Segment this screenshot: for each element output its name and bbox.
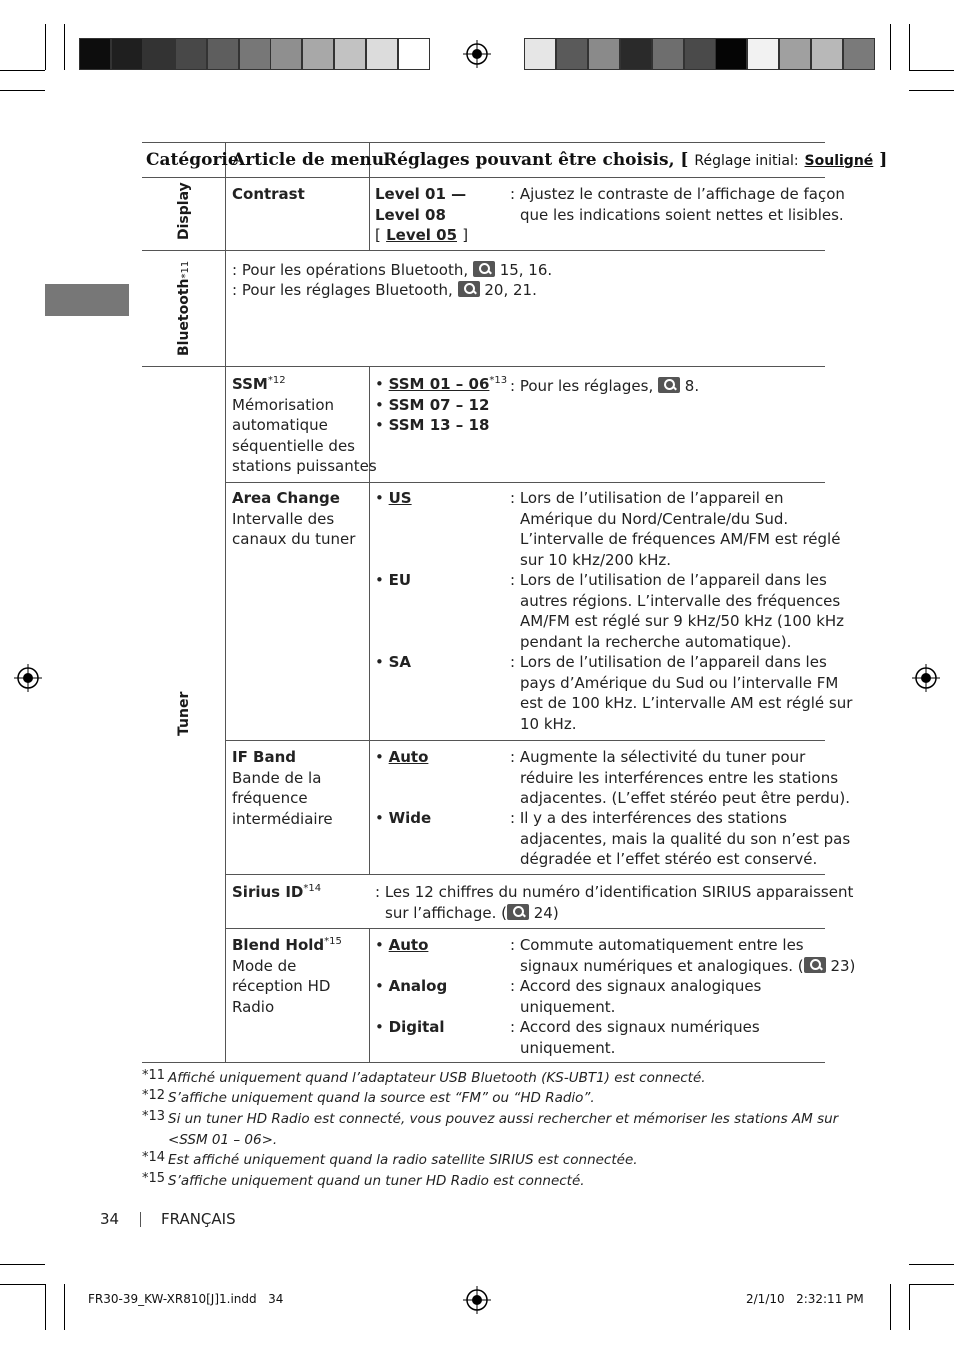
menu-item-ssm: SSM$^{*12}$ Mémorisation automatique séquentielle des stations puissantes	[232, 375, 377, 475]
footer-divider	[140, 1212, 141, 1227]
menu-item-area-change: Area Change Intervalle des canaux du tuner	[232, 489, 356, 548]
color-swatch	[398, 38, 430, 70]
sirius-description: : Les 12 chiffres du numéro d’identification SIRIUS apparaissent sur l’affichage. ( 24)	[375, 883, 854, 922]
digital-description: : Accord des signaux numériques uniquement.	[510, 1018, 760, 1057]
category-bluetooth: Bluetooth*11	[176, 260, 192, 356]
color-swatch	[652, 38, 684, 70]
wide-description: : Il y a des interférences des stations adjacentes, mais la qualité du son n’est pas dégradée et l’effet stéréo est conservé.	[510, 809, 851, 868]
color-swatch	[366, 38, 398, 70]
color-swatch	[747, 38, 779, 70]
color-swatch	[175, 38, 207, 70]
color-swatch	[811, 38, 843, 70]
reference-search-icon	[473, 261, 495, 277]
contrast-description: : Ajustez le contraste de l’affichage de façon que les indications soient nettes et lisibles.	[510, 185, 845, 224]
color-swatch	[143, 38, 175, 70]
sa-description: : Lors de l’utilisation de l’appareil dans les pays d’Amérique du Sud ou l’intervalle FM est de 100 kHz. L’intervalle AM est réglé sur 10 kHz.	[510, 653, 853, 733]
bluetooth-settings-ref: : Pour les réglages Bluetooth, 20, 21.	[232, 281, 537, 299]
footnote-13: Si un tuner HD Radio est connecté, vous pouvez aussi rechercher et mémoriser les stations AM sur	[168, 1111, 839, 1127]
option-analog: • Analog	[375, 977, 448, 995]
category-tuner: Tuner	[176, 691, 192, 736]
language-thumb-tab	[45, 284, 129, 316]
print-timestamp: 2/1/10 2:32:11 PM	[746, 1292, 864, 1306]
us-description: : Lors de l’utilisation de l’appareil en Amérique du Nord/Centrale/du Sud. L’intervalle de fréquences AM/FM est réglé sur 10 kHz/200 kHz.	[510, 489, 841, 569]
footnote-13-cont: <SSM 01 – 06>.	[168, 1132, 278, 1148]
eu-description: : Lors de l’utilisation de l’appareil dans les autres régions. L’intervalle des fréquences AM/FM est réglé sur 9 kHz/50 kHz (100 kHz pendant la recherche automatique).	[510, 571, 845, 651]
color-swatch	[207, 38, 239, 70]
blend-auto-description: : Commute automatiquement entre les signaux numériques et analogiques. ( 23)	[510, 936, 856, 975]
color-swatch	[111, 38, 143, 70]
analog-description: : Accord des signaux analogiques uniquement.	[510, 977, 762, 1016]
menu-item-sirius-id: Sirius ID$^{*14}$	[232, 883, 322, 901]
footnote-11: Affiché uniquement quand l’adaptateur USB Bluetooth (KS-UBT1) est connecté.	[168, 1070, 706, 1086]
color-swatch	[270, 38, 302, 70]
page-number: 34	[100, 1210, 120, 1228]
option-sa: • SA	[375, 653, 412, 671]
reference-search-icon	[658, 377, 680, 393]
color-swatch	[588, 38, 620, 70]
ssm-note: : Pour les réglages, 8.	[510, 377, 700, 395]
registration-mark-right	[912, 664, 940, 692]
menu-item-contrast: Contrast	[232, 185, 305, 203]
option-blend-auto: • Auto	[375, 936, 429, 954]
menu-item-if-band: IF Band Bande de la fréquence intermédiaire	[232, 748, 333, 828]
color-swatch	[334, 38, 366, 70]
language-label: FRANÇAIS	[161, 1210, 236, 1228]
option-eu: • EU	[375, 571, 412, 589]
color-swatch	[524, 38, 556, 70]
color-swatch	[779, 38, 811, 70]
option-level-range: Level 01 — Level 08 [ Level 05 ]	[375, 185, 469, 244]
footnote-15: S’affiche uniquement quand un tuner HD Radio est connecté.	[168, 1173, 585, 1189]
color-swatch	[715, 38, 747, 70]
registration-mark-top	[463, 40, 491, 68]
footnote-14: Est affiché uniquement quand la radio satellite SIRIUS est connectée.	[168, 1152, 638, 1168]
category-display: Display	[176, 182, 192, 240]
footnote-12: S’affiche uniquement quand la source est “FM” ou “HD Radio”.	[168, 1090, 595, 1106]
color-swatch	[302, 38, 334, 70]
option-us: • US	[375, 489, 412, 507]
color-swatch	[620, 38, 652, 70]
auto-description: : Augmente la sélectivité du tuner pour réduire les interférences entre les stations adjacentes. (L’effet stéréo peut être perdu).	[510, 748, 851, 807]
color-swatch	[843, 38, 875, 70]
option-wide: • Wide	[375, 809, 432, 827]
color-swatch	[684, 38, 716, 70]
header-settings: Réglages pouvant être choisis, [ Réglage initial: Souligné ]	[383, 150, 888, 170]
reference-search-icon	[804, 957, 826, 973]
menu-item-blend-hold: Blend Hold$^{*15}$ Mode de réception HD Radio	[232, 936, 342, 1016]
color-swatch	[79, 38, 111, 70]
color-swatch	[556, 38, 588, 70]
indd-file-name: FR30-39_KW-XR810[J]1.indd 34	[88, 1292, 284, 1306]
header-category: Catégorie	[146, 150, 239, 170]
header-menu-item: Article de menu	[232, 150, 385, 170]
reference-search-icon	[458, 281, 480, 297]
reference-search-icon	[507, 904, 529, 920]
ssm-options: • SSM 01 – 06$^{*13}$ • SSM 07 – 12 • SSM 13 – 18	[375, 375, 508, 434]
bluetooth-operations-ref: : Pour les opérations Bluetooth, 15, 16.	[232, 261, 553, 279]
color-swatch	[239, 38, 271, 70]
option-auto: • Auto	[375, 748, 429, 766]
registration-mark-left	[14, 664, 42, 692]
option-digital: • Digital	[375, 1018, 445, 1036]
registration-mark-bottom	[463, 1286, 491, 1314]
